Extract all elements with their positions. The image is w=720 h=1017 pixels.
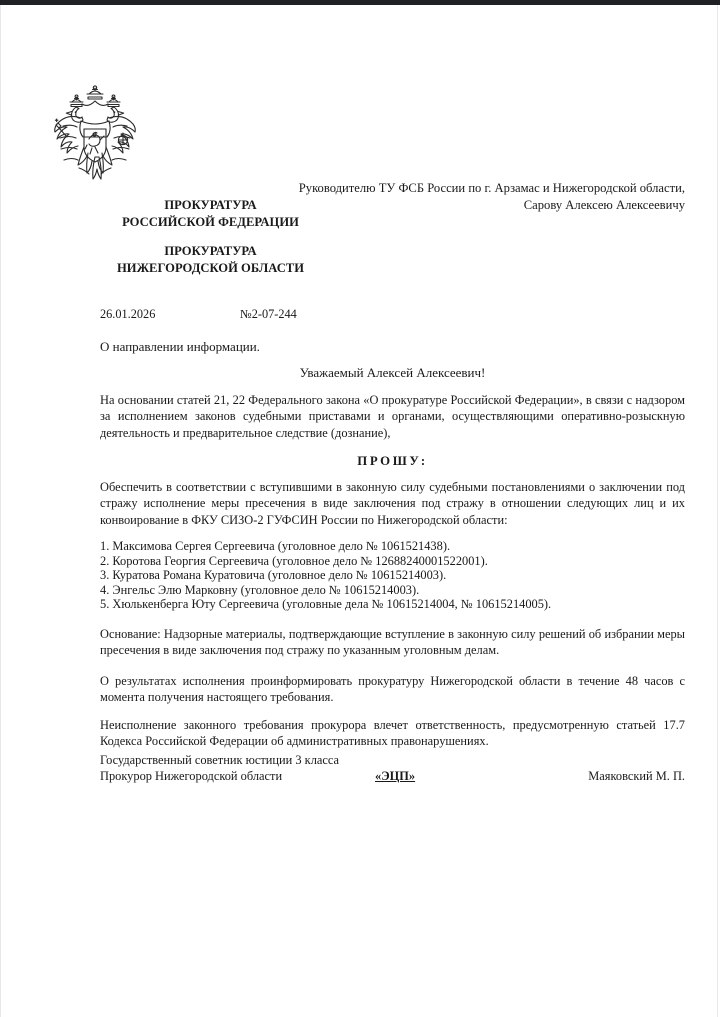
signature-line [100,768,685,784]
list-item: 2. Коротова Георгия Сергеевича (уголовное дело № 12688240001522001). [100,553,488,568]
persons-list [100,539,685,612]
signatory-rank: Государственный советник юстиции 3 класса [100,753,340,767]
penalty-paragraph: Неисполнение законного требования прокурора влечет ответственность, предусмотренную статьей 17.7 Кодекса Российской Федерации об административных правонарушениях. [100,718,685,749]
request-paragraph: Обеспечить в соответствии с вступившими в законную силу судебными постановлениями о заключении под стражу исполнение меры пресечения в виде заключения под стражу в отношении следующих лиц и их конвоирование в ФКУ СИЗО-2 ГУФСИН России по Нижегородской области: [100,480,685,527]
signature-block [100,752,685,784]
russian-double-headed-eagle-emblem [43,85,147,183]
document-number: №2-07-244 [240,307,297,321]
list-item: 5. Хюлькенберга Юту Сергеевича (уголовные дела № 10615214004, № 10615214005). [100,597,552,612]
organization-sub-line-1: ПРОКУРАТУРА [164,244,257,258]
organization-sub-block [103,243,318,277]
digital-signature-stamp: «ЭЦП» [375,769,416,783]
addressee-line-1: Руководителю ТУ ФСБ России по г. Арзамас и Нижегородской области, [298,181,685,195]
signatory-name: Маяковский М. П. [588,769,685,783]
document-date: 26.01.2026 [100,307,156,321]
document-page [0,5,718,1017]
organization-block [103,197,318,231]
document-meta [100,306,500,322]
letterhead-header [100,180,685,229]
list-item: 1. Максимова Сергея Сергеевича (уголовное дело № 1061521438). [100,539,451,553]
list-item: 3. Куратова Романа Куратовича (уголовное дело № 10615214003). [100,568,447,583]
document-subject: О направлении информации. [100,339,260,354]
addressee-block [265,180,685,214]
salutation: Уважаемый Алексей Алексеевич! [299,365,486,380]
inform-paragraph: О результатах исполнения проинформировать прокуратуру Нижегородской области в течение 48 часов с момента получения настоящего требования. [100,674,685,705]
basis-paragraph: На основании статей 21, 22 Федерального закона «О прокуратуре Российской Федерации», в связи с надзором за исполнением законов судебными приставами и органами, осуществляющими оперативно-розыскную деятельность и предварительное следствие (дознание), [100,393,685,440]
list-item: 4. Энгельс Элю Марковну (уголовное дело № 10615214003). [100,582,420,597]
request-heading: ПРОШУ: [357,454,428,468]
organization-line-1: ПРОКУРАТУРА [164,198,257,212]
signatory-title: Прокурор Нижегородской области [100,769,283,783]
organization-sub-line-2: НИЖЕГОРОДСКОЙ ОБЛАСТИ [117,261,304,275]
organization-line-2: РОССИЙСКОЙ ФЕДЕРАЦИИ [122,215,299,229]
addressee-line-2: Сарову Алексею Алексеевичу [523,198,685,212]
ground-paragraph: Основание: Надзорные материалы, подтверждающие вступление в законную силу решений об избрании меры пресечения в виде заключения под стражу по указанным уголовным делам. [100,627,685,658]
